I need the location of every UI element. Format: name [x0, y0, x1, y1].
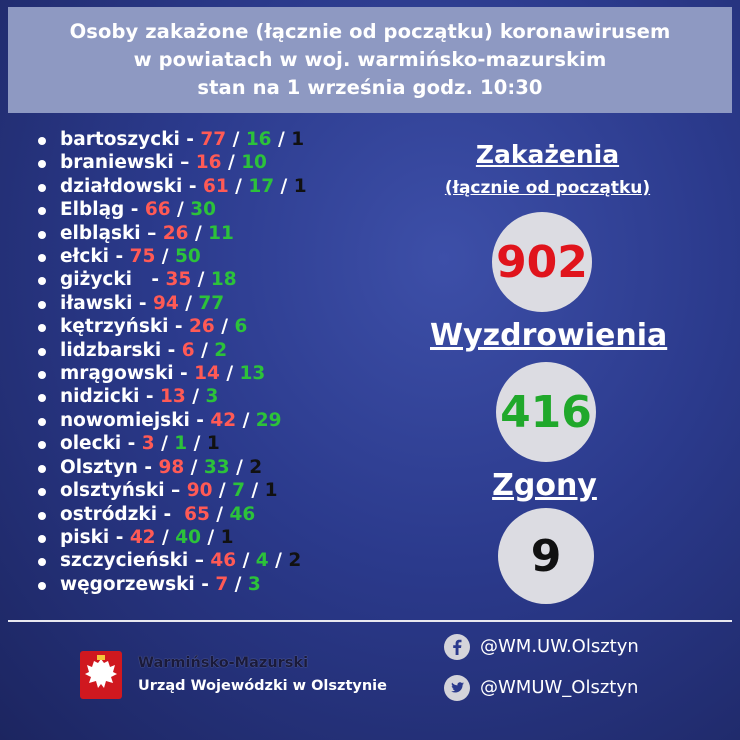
separator: / — [170, 199, 191, 221]
district-recovered: 46 — [229, 503, 256, 525]
district-name: olecki — [60, 433, 122, 455]
district-name: mrągowski — [60, 363, 174, 385]
separator: / — [154, 433, 175, 455]
district-name: Elbląg — [60, 199, 125, 221]
district-recovered: 1 — [174, 433, 188, 455]
district-dash: - — [124, 199, 145, 221]
district-row — [38, 175, 307, 198]
district-infected: 90 — [186, 480, 213, 502]
header-box — [8, 7, 732, 113]
district-name: szczycieński — [60, 550, 189, 572]
district-recovered: 6 — [234, 316, 248, 338]
district-deaths: 1 — [206, 433, 220, 455]
district-deaths: 1 — [264, 480, 278, 502]
facebook-handle[interactable]: @WM.UW.Olsztyn — [480, 636, 639, 657]
twitter-handle[interactable]: @WMUW_Olsztyn — [480, 677, 639, 698]
org-name-line-1: Warmińsko-Mazurski — [138, 655, 309, 671]
header-line-2: w powiatach w woj. warmińsko-mazurskim — [133, 48, 607, 71]
district-name: działdowski — [60, 175, 183, 197]
district-name: giżycki — [60, 269, 133, 291]
separator: / — [236, 409, 256, 431]
district-infected: 16 — [195, 152, 222, 174]
separator: / — [187, 433, 207, 455]
separator: / — [155, 526, 176, 548]
district-deaths: 1 — [291, 129, 305, 150]
deaths-total: 9 — [530, 530, 562, 582]
district-deaths: 2 — [249, 456, 263, 478]
district-recovered: 2 — [214, 339, 228, 361]
district-name: węgorzewski — [60, 573, 195, 595]
district-deaths: 1 — [293, 175, 307, 197]
district-dash: - — [109, 526, 130, 548]
recovered-total-circle — [496, 362, 596, 462]
district-recovered: 3 — [205, 386, 219, 408]
district-recovered: 3 — [247, 573, 261, 595]
separator: / — [209, 503, 230, 525]
separator: / — [194, 339, 215, 361]
separator: / — [228, 175, 249, 197]
district-dash: - — [132, 292, 153, 314]
district-infected: 3 — [141, 433, 155, 455]
district-recovered: 33 — [203, 456, 230, 478]
district-infected: 98 — [158, 456, 185, 478]
separator: / — [178, 292, 199, 314]
district-recovered: 77 — [198, 292, 225, 314]
separator: / — [271, 129, 292, 150]
district-recovered: 30 — [190, 199, 216, 221]
district-dash: - — [139, 386, 161, 408]
separator: / — [214, 316, 235, 338]
separator: / — [274, 175, 294, 197]
district-dash: - — [168, 316, 190, 338]
district-row — [38, 151, 307, 174]
district-infected: 26 — [189, 316, 215, 338]
infected-subtitle: (łącznie od początku) — [444, 178, 651, 198]
district-name: kętrzyński — [60, 316, 169, 338]
district-name: piski — [60, 526, 110, 548]
district-name: lidzbarski — [60, 339, 162, 361]
separator: / — [185, 386, 206, 408]
district-row — [38, 409, 307, 432]
district-row — [38, 503, 307, 526]
header-line-3: stan na 1 września godz. 10:30 — [197, 76, 543, 99]
facebook-icon[interactable] — [444, 634, 470, 660]
district-deaths: 2 — [288, 550, 302, 572]
separator: / — [244, 480, 265, 502]
district-name: elbląski — [60, 222, 141, 244]
district-infected: 7 — [215, 573, 229, 595]
district-row — [38, 526, 307, 549]
separator: / — [191, 269, 211, 291]
district-recovered: 18 — [210, 269, 237, 291]
district-name: olsztyński — [60, 480, 165, 502]
footer-divider — [8, 620, 732, 622]
district-dash: - — [179, 129, 201, 150]
district-dash: - — [157, 503, 185, 525]
district-recovered: 10 — [241, 152, 267, 174]
district-row — [38, 362, 307, 385]
org-name-line-2: Urząd Wojewódzki w Olsztynie — [138, 678, 387, 694]
separator: / — [236, 550, 256, 572]
separator: / — [212, 480, 233, 502]
district-name: braniewski — [60, 152, 174, 174]
recovered-total: 416 — [500, 386, 592, 438]
district-infected: 14 — [194, 363, 220, 385]
district-name: nowomiejski — [60, 409, 190, 431]
district-recovered: 50 — [174, 246, 201, 268]
district-list — [38, 128, 307, 596]
separator: / — [155, 246, 175, 268]
district-infected: 94 — [153, 292, 179, 314]
district-recovered: 7 — [232, 480, 245, 502]
district-recovered: 29 — [255, 409, 282, 431]
separator: / — [219, 363, 240, 385]
district-infected: 61 — [202, 175, 229, 197]
district-dash: - — [121, 433, 142, 455]
separator: / — [188, 222, 209, 244]
district-row — [38, 292, 307, 315]
separator: / — [226, 129, 246, 150]
district-dash: – — [188, 550, 211, 572]
district-infected: 35 — [165, 269, 192, 291]
separator: / — [268, 550, 289, 572]
district-dash: - — [194, 573, 216, 595]
district-row — [38, 222, 307, 245]
district-infected: 65 — [184, 503, 210, 525]
district-row — [38, 549, 307, 572]
separator: / — [228, 573, 248, 595]
district-name: ostródzki — [60, 503, 158, 525]
district-row — [38, 128, 307, 151]
district-recovered: 4 — [255, 550, 269, 572]
district-row — [38, 573, 307, 596]
district-dash: – — [173, 152, 196, 174]
district-row — [38, 432, 307, 455]
district-infected: 42 — [210, 409, 237, 431]
district-row — [38, 339, 307, 362]
district-infected: 75 — [129, 246, 156, 268]
district-infected: 13 — [160, 386, 186, 408]
district-row — [38, 268, 307, 291]
district-infected: 77 — [200, 129, 227, 150]
district-deaths: 1 — [220, 526, 234, 548]
district-name: Olsztyn — [60, 456, 138, 478]
header-line-1: Osoby zakażone (łącznie od początku) koronawirusem — [69, 20, 671, 43]
separator: / — [200, 526, 221, 548]
district-infected: 66 — [144, 199, 171, 221]
district-row — [38, 315, 307, 338]
polish-eagle-emblem-icon — [80, 651, 122, 699]
district-infected: 46 — [210, 550, 237, 572]
separator: / — [184, 456, 204, 478]
district-name: bartoszycki — [60, 129, 180, 150]
deaths-title: Zgony — [492, 468, 597, 503]
infected-title: Zakażenia — [475, 140, 620, 169]
district-dash: - — [161, 339, 182, 361]
district-row — [38, 385, 307, 408]
district-recovered: 13 — [239, 363, 266, 385]
district-name: nidzicki — [60, 386, 140, 408]
district-recovered: 40 — [175, 526, 201, 548]
district-dash: - — [132, 269, 166, 291]
separator: / — [229, 456, 250, 478]
district-dash: - — [137, 456, 159, 478]
district-dash: - — [189, 409, 211, 431]
infected-total: 902 — [496, 236, 588, 288]
district-infected: 26 — [162, 222, 189, 244]
infected-total-circle — [492, 212, 592, 312]
district-dash: - — [109, 246, 130, 268]
separator: / — [221, 152, 242, 174]
district-name: ełcki — [60, 246, 110, 268]
district-recovered: 11 — [208, 222, 234, 244]
district-recovered: 17 — [248, 175, 275, 197]
recovered-title: Wyzdrowienia — [430, 318, 668, 353]
district-dash: – — [140, 222, 163, 244]
deaths-total-circle — [498, 508, 594, 604]
district-infected: 6 — [181, 339, 195, 361]
district-dash: - — [182, 175, 203, 197]
district-row — [38, 479, 307, 502]
district-row — [38, 456, 307, 479]
district-row — [38, 198, 307, 221]
district-row — [38, 245, 307, 268]
twitter-icon[interactable] — [444, 675, 470, 701]
district-infected: 42 — [129, 526, 156, 548]
district-dash: - — [173, 363, 195, 385]
district-name: iławski — [60, 292, 133, 314]
district-recovered: 16 — [245, 129, 272, 150]
district-dash: – — [164, 480, 187, 502]
